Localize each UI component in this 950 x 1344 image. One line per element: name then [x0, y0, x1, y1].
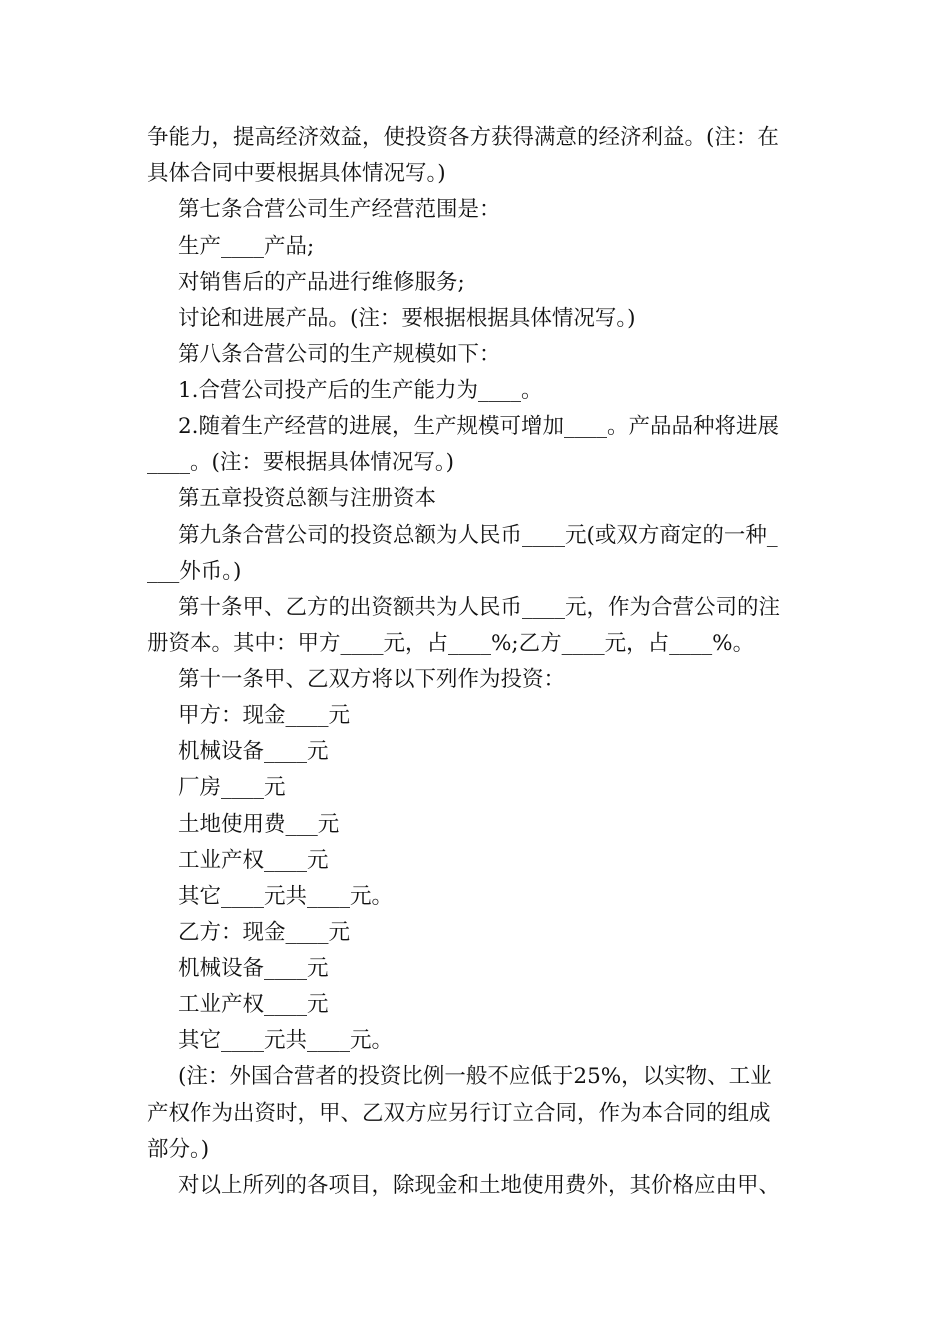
article-10-text: 第十条甲、乙方的出资额共为人民币____元，作为合营公司的注	[178, 595, 781, 620]
text-line: ____。(注：要根据具体情况写。)	[147, 450, 455, 475]
text-line: 工业产权____元	[178, 848, 329, 873]
text-line: 对以上所列的各项目，除现金和土地使用费外，其价格应由甲、	[178, 1173, 781, 1198]
text-line: ___外币。)	[147, 559, 242, 584]
note-text: (注：外国合营者的投资比例一般不应低于25%，以实物、工业	[178, 1064, 772, 1089]
text-line: 争能力，提高经济效益，使投资各方获得满意的经济利益。(注：在	[147, 125, 779, 150]
text-line: 机械设备____元	[178, 739, 329, 764]
article-9-text: 第九条合营公司的投资总额为人民币____元(或双方商定的一种_	[178, 523, 778, 548]
text-line: 其它____元共____元。	[178, 1028, 394, 1053]
text-line: 具体合同中要根据具体情况写。)	[147, 161, 446, 186]
article-11-heading: 第十一条甲、乙双方将以下列作为投资：	[178, 667, 566, 692]
chapter-5-heading: 第五章投资总额与注册资本	[178, 486, 437, 511]
text-line: 册资本。其中：甲方____元，占____%;乙方____元，占____%。	[147, 631, 755, 656]
text-line: 讨论和进展产品。(注：要根据根据具体情况写。)	[178, 306, 636, 331]
text-line: 生产____产品;	[178, 234, 315, 259]
text-line: 甲方：现金____元	[178, 703, 351, 728]
text-line: 工业产权____元	[178, 992, 329, 1017]
text-line: 土地使用费___元	[178, 812, 340, 837]
text-line: 其它____元共____元。	[178, 884, 394, 909]
text-line: 对销售后的产品进行维修服务;	[178, 270, 465, 295]
text-line: 部分。)	[147, 1137, 210, 1162]
text-line: 乙方：现金____元	[178, 920, 351, 945]
text-line: 1.合营公司投产后的生产能力为____。	[178, 378, 543, 403]
text-line: 产权作为出资时，甲、乙双方应另行订立合同，作为本合同的组成	[147, 1101, 771, 1126]
text-line: 厂房____元	[178, 775, 286, 800]
text-line: 2.随着生产经营的进展，生产规模可增加____。产品品种将进展	[178, 414, 780, 439]
article-7-heading: 第七条合营公司生产经营范围是：	[178, 197, 501, 222]
article-8-heading: 第八条合营公司的生产规模如下：	[178, 342, 501, 367]
text-line: 机械设备____元	[178, 956, 329, 981]
